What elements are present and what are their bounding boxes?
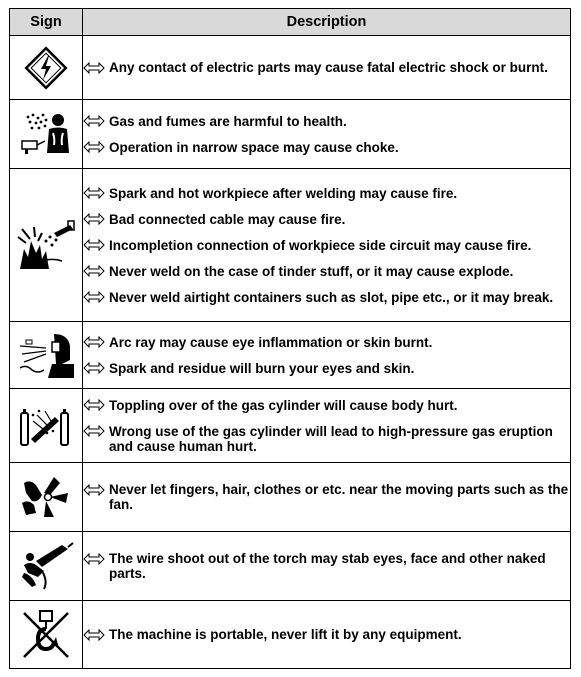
list-item: Never weld on the case of tinder stuff, or it may cause explode. [83,264,570,279]
bullet-icon [83,140,109,155]
table-header-row [10,9,571,36]
list-item: Never weld airtight containers such as slot, pipe etc., or it may break. [83,290,570,305]
sign-cell [10,463,83,532]
description-cell [83,601,571,669]
list-item: Bad connected cable may cause fire. [83,212,570,227]
list-item: Never let fingers, hair, clothes or etc. near the moving parts such as the fan. [83,482,570,512]
sign-cell [10,389,83,463]
bullet-icon [83,264,109,279]
bullet-icon [83,361,109,376]
table-row [10,100,571,169]
safety-table [9,8,571,669]
bullet-icon [83,482,109,497]
bullet-icon [83,186,109,201]
list-item: The machine is portable, never lift it by any equipment. [83,627,570,642]
moving-parts-icon [20,473,72,521]
bullet-icon [83,212,109,227]
list-item: The wire shoot out of the torch may stab eyes, face and other naked parts. [83,551,570,581]
list-item: Toppling over of the gas cylinder will cause body hurt. [83,398,570,413]
header-sign: Sign [10,9,83,36]
gas-fumes-icon [19,111,73,157]
fire-hazard-icon [16,219,76,271]
bullet-icon [83,114,109,129]
table-row [10,463,571,532]
table-row [10,601,571,669]
table-row [10,532,571,601]
arc-ray-icon [16,330,76,380]
list-item: Arc ray may cause eye inflammation or skin burnt. [83,335,570,350]
sign-cell [10,36,83,100]
gas-cylinder-icon [17,403,75,449]
bullet-icon [83,424,109,439]
sign-cell [10,100,83,169]
table-row [10,389,571,463]
list-item: Incompletion connection of workpiece side circuit may cause fire. [83,238,570,253]
description-cell [83,36,571,100]
no-lifting-icon [18,607,74,663]
description-cell [83,100,571,169]
table-row [10,322,571,389]
description-cell [83,463,571,532]
list-item: Gas and fumes are harmful to health. [83,114,570,129]
sign-cell [10,532,83,601]
list-item: Wrong use of the gas cylinder will lead to high-pressure gas eruption and cause human hurt. [83,424,570,454]
description-cell [83,169,571,322]
bullet-icon [83,551,109,566]
bullet-icon [83,398,109,413]
header-description: Description [83,9,571,36]
sign-cell [10,169,83,322]
description-cell [83,532,571,601]
list-item: Spark and residue will burn your eyes and skin. [83,361,570,376]
table-row [10,36,571,100]
wire-torch-icon [18,541,74,591]
bullet-icon [83,238,109,253]
bullet-icon [83,290,109,305]
sign-cell [10,601,83,669]
description-cell [83,389,571,463]
list-item: Spark and hot workpiece after welding may cause fire. [83,186,570,201]
table-row [10,169,571,322]
description-cell [83,322,571,389]
bullet-icon [83,335,109,350]
sign-cell [10,322,83,389]
list-item: Operation in narrow space may cause choke. [83,140,570,155]
electric-shock-icon [22,44,70,92]
bullet-icon [83,627,109,642]
bullet-icon [83,60,109,75]
list-item: Any contact of electric parts may cause fatal electric shock or burnt. [83,60,570,75]
